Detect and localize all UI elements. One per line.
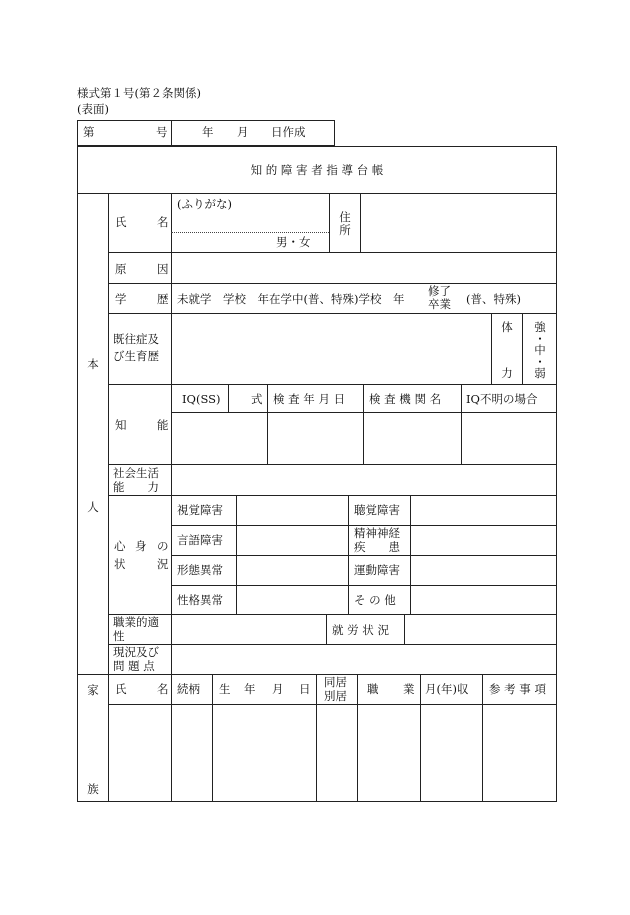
birth-label-year: 年: [244, 682, 256, 696]
birth-label-year-prefix: 生: [219, 682, 231, 696]
separate-label: 別居: [324, 689, 347, 703]
condition-label-1: 心: [114, 539, 126, 553]
education-label-1: 学: [115, 292, 127, 306]
method-label: 式: [251, 392, 263, 406]
name-label-2: 名: [157, 215, 169, 229]
intellect-label-1: 知: [115, 418, 127, 432]
physical-grade-dot-2: ・: [534, 355, 546, 369]
physical-label-bottom: 力: [501, 366, 513, 380]
day-made-label: 日作成: [271, 125, 306, 139]
address-label-2: 所: [339, 223, 351, 237]
education-suffix: (普、特殊): [466, 292, 521, 306]
name-label-1: 氏: [115, 215, 127, 229]
physical-grade-dot-1: ・: [534, 332, 546, 346]
exam-date-label: 検 査 年 月 日: [273, 392, 346, 406]
furigana-label: (ふりがな): [177, 197, 232, 211]
family-section-label-1: 家: [87, 683, 99, 697]
physical-grade-strong: 強: [534, 320, 546, 334]
relation-label: 続柄: [177, 682, 200, 696]
job-label-1: 職: [367, 682, 379, 696]
speech-impairment-label: 言語障害: [177, 533, 223, 547]
condition-label-4: 状: [114, 557, 126, 571]
vocation-label-2: 性: [113, 629, 125, 643]
condition-label-5: 況: [157, 557, 169, 571]
self-section-label-2: 人: [87, 500, 99, 514]
social-label-2: 能 力: [113, 480, 159, 494]
status-label-2: 問 題 点: [113, 659, 155, 673]
physical-grade-medium: 中: [534, 343, 546, 357]
month-label: 月: [237, 125, 249, 139]
condition-label-2: 身: [135, 539, 147, 553]
iq-label: IQ(SS): [182, 392, 221, 406]
neuro-psych-label-1: 精神神経: [354, 526, 400, 540]
status-label-1: 現況及び: [113, 645, 159, 659]
self-section-label-1: 本: [87, 357, 99, 371]
birth-label-month: 月: [272, 682, 284, 696]
iq-unknown-label: IQ不明の場合: [466, 392, 538, 406]
cause-label-1: 原: [115, 262, 127, 276]
education-text: 未就学 学校 年在学中(普、特殊)学校 年: [177, 292, 405, 306]
family-name-label-2: 名: [157, 682, 169, 696]
neuro-psych-label-2: 疾 患: [354, 540, 400, 554]
birth-label-day: 日: [299, 682, 311, 696]
visual-impairment-label: 視覚障害: [177, 503, 223, 517]
condition-label-3: の: [157, 539, 169, 553]
income-label: 月(年)収: [425, 682, 469, 696]
history-label-2: び生育歴: [113, 349, 159, 363]
address-label-1: 住: [339, 210, 351, 224]
number-prefix: 第: [83, 125, 95, 139]
education-complete: 修了: [428, 284, 451, 298]
education-graduate: 卒業: [428, 297, 451, 311]
physical-label-top: 体: [501, 320, 513, 334]
form-side: (表面): [77, 102, 109, 116]
motor-impairment-label: 運動障害: [354, 563, 400, 577]
physical-grade-weak: 弱: [534, 366, 546, 380]
cause-label-2: 因: [157, 262, 169, 276]
remarks-label: 参 考 事 項: [489, 682, 546, 696]
family-name-label-1: 氏: [115, 682, 127, 696]
hearing-impairment-label: 聴覚障害: [354, 503, 400, 517]
form-abnormality-label: 形態異常: [177, 563, 223, 577]
employment-label: 就 労 状 況: [332, 623, 389, 637]
personality-abnormality-label: 性格異常: [177, 593, 223, 607]
history-label-1: 既往症及: [113, 332, 159, 346]
family-section-label-2: 族: [87, 782, 99, 796]
intellect-label-2: 能: [157, 418, 169, 432]
year-label: 年: [202, 125, 214, 139]
social-label-1: 社会生活: [113, 466, 159, 480]
job-label-2: 業: [403, 682, 415, 696]
gender-field[interactable]: 男・女: [276, 235, 311, 249]
form-number: 様式第１号(第２条関係): [77, 86, 201, 100]
education-label-2: 歴: [157, 292, 169, 306]
ledger-title: 知 的 障 害 者 指 導 台 帳: [250, 163, 384, 177]
cohabit-label: 同居: [324, 675, 347, 689]
vocation-label-1: 職業的適: [113, 615, 159, 629]
other-label: そ の 他: [354, 593, 396, 607]
number-suffix: 号: [156, 125, 168, 139]
exam-org-label: 検 査 機 関 名: [369, 392, 442, 406]
